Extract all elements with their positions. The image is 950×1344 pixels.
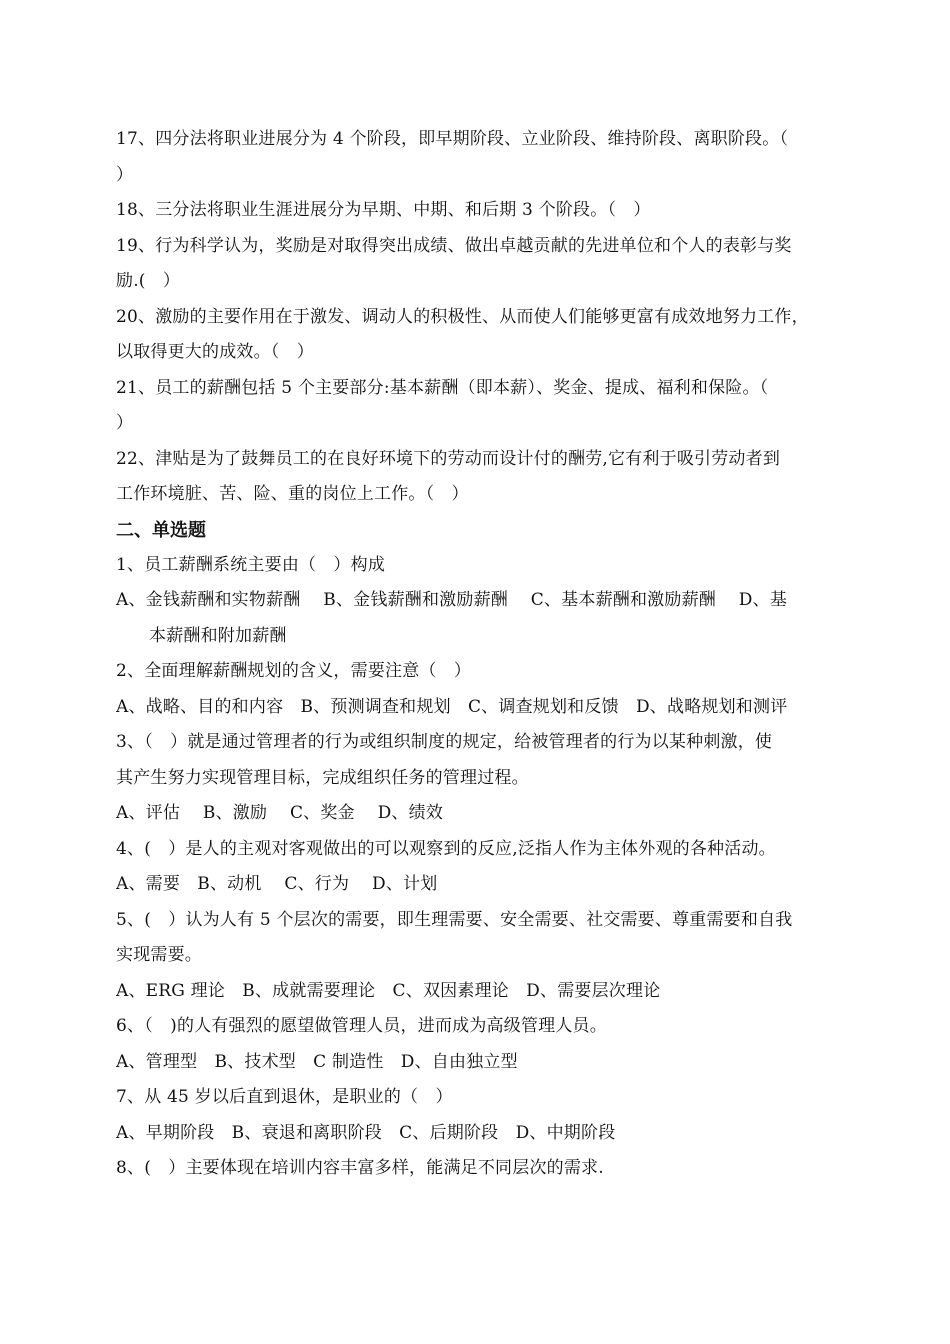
question-line: 3、（ ）就是通过管理者的行为或组织制度的规定，给被管理者的行为以某种刺激，使 xyxy=(116,732,773,752)
options-line-continued: 本薪酬和附加薪酬 xyxy=(149,625,287,646)
question-line: 6、（ )的人有强烈的愿望做管理人员，进而成为高级管理人员。 xyxy=(116,1016,607,1036)
question-line: 5、( ）认为人有 5 个层次的需要，即生理需要、安全需要、社交需要、尊重需要和自我 xyxy=(116,909,793,930)
text-line: 20、激励的主要作用在于激发、调动人的积极性、从而使人们能够更富有成效地努力工作， xyxy=(116,306,809,327)
text-line: 21、员工的薪酬包括 5 个主要部分:基本薪酬（即本薪）、奖金、提成、福利和保险。（ xyxy=(116,377,769,398)
text-line: 22、津贴是为了鼓舞员工的在良好环境下的劳动而设计付的酬劳,它有利于吸引劳动者到 xyxy=(116,448,781,469)
options-line: A、ERG 理论 B、成就需要理论 C、双因素理论 D、需要层次理论 xyxy=(116,980,661,1001)
question-line-continued: 实现需要。 xyxy=(116,945,202,965)
options-line: A、评估 B、激励 C、奖金 D、绩效 xyxy=(116,803,444,823)
question-line: 7、从 45 岁以后直到退休，是职业的（ ） xyxy=(116,1087,453,1107)
section-heading: 二、单选题 xyxy=(116,519,206,541)
options-line: A、管理型 B、技术型 C 制造性 D、自由独立型 xyxy=(116,1051,518,1072)
options-line: A、早期阶段 B、衰退和离职阶段 C、后期阶段 D、中期阶段 xyxy=(116,1122,616,1143)
text-line: 励.( ） xyxy=(116,271,181,291)
text-line: 17、四分法将职业进展分为 4 个阶段，即早期阶段、立业阶段、维持阶段、离职阶段。（ xyxy=(116,129,789,149)
question-line: 4、( ）是人的主观对客观做出的可以观察到的反应,泛指人作为主体外观的各种活动。 xyxy=(116,838,776,859)
options-line: A、战略、目的和内容 B、预测调查和规划 C、调查规划和反馈 D、战略规划和测评 xyxy=(116,696,788,717)
document-body xyxy=(116,122,876,1187)
text-line: ） xyxy=(116,164,134,185)
text-line: ） xyxy=(116,413,134,433)
text-line: 工作环境脏、苦、险、重的岗位上工作。（ ） xyxy=(116,484,469,504)
question-line: 8、( ）主要体现在培训内容丰富多样，能满足不同层次的需求. xyxy=(116,1158,604,1178)
question-line: 2、全面理解薪酬规划的含义，需要注意（ ） xyxy=(116,661,472,681)
text-line: 18、三分法将职业生涯进展分为早期、中期、和后期 3 个阶段。（ ） xyxy=(116,200,651,220)
question-line-continued: 其产生努力实现管理目标，完成组织任务的管理过程。 xyxy=(116,767,529,788)
options-line: A、金钱薪酬和实物薪酬 B、金钱薪酬和激励薪酬 C、基本薪酬和激励薪酬 D、基 xyxy=(116,590,788,610)
question-line: 1、员工薪酬系统主要由（ ）构成 xyxy=(116,554,386,575)
text-line: 19、行为科学认为，奖励是对取得突出成绩、做出卓越贡献的先进单位和个人的表彰与奖 xyxy=(116,235,792,256)
options-line: A、需要 B、动机 C、行为 D、计划 xyxy=(116,874,438,894)
text-line: 以取得更大的成效。（ ） xyxy=(116,342,314,362)
